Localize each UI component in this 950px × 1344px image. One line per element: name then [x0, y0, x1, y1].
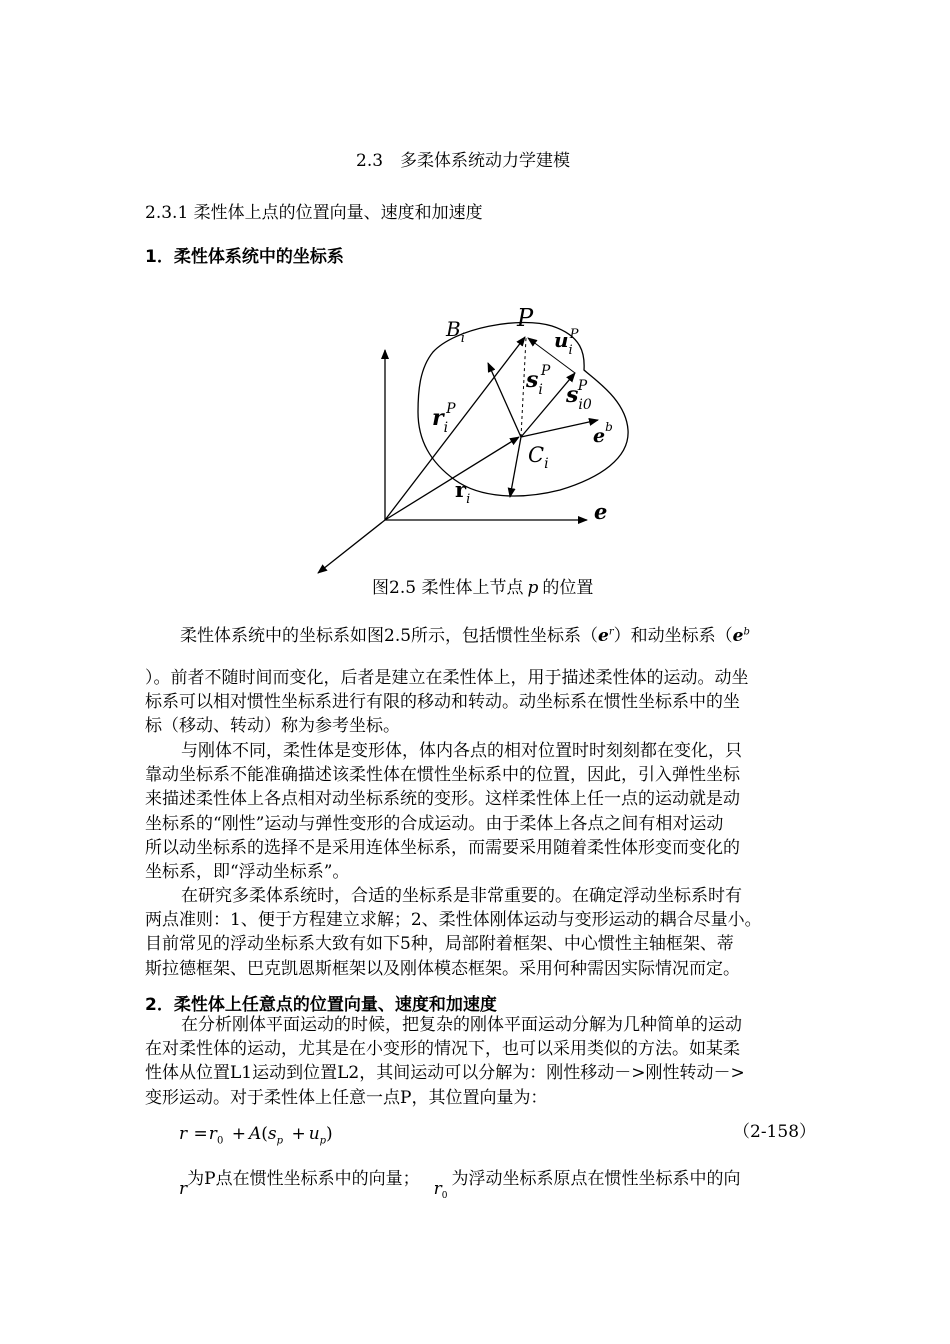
figure-caption: 图2.5 柔性体上节点 p 的位置 — [372, 578, 594, 598]
equation-number: （2-158） — [733, 1122, 817, 1142]
label-Bi: $B_i$ — [446, 317, 465, 346]
body-axis-1 — [488, 363, 521, 437]
inertial-axis-diagonal — [318, 520, 385, 573]
para1-body: ）。前者不随时间而变化，后者是建立在柔性体上，用于描述柔性体的运动。动坐 标系可以相对惯性坐标系进行有限的移动和转动。动坐标系在惯性坐标系中的坐 标（移动、转动）称为参考坐标。 — [145, 668, 749, 737]
vector-ri — [385, 437, 519, 520]
para3: 在研究多柔体系统时，合适的坐标系是非常重要的。在确定浮动坐标系时有 两点准则：1、便于方程建立求解；2、柔性体刚体运动与变形运动的耦合尽量小。 目前常见的浮动坐标系大致有如下5种，局部附着框架、中心惯性主轴框架、蒂 斯拉德框架、巴克凯恩斯框架以及刚体模态框架。采用何种需因实际情况而定。 — [145, 886, 762, 979]
heading-position-velocity: 2．柔性体上任意点的位置向量、速度和加速度 — [145, 995, 497, 1015]
label-si0P: $s_{i0}P$ — [566, 378, 592, 413]
body-axis-3 — [510, 437, 521, 497]
label-uiP: $u_iP$ — [554, 327, 579, 358]
para1-first-line: 柔性体系统中的坐标系如图2.5所示，包括惯性坐标系$(e^r)$和动坐标系（$e^b$ — [180, 626, 750, 646]
label-P: P — [517, 304, 534, 332]
para2: 与刚体不同，柔性体是变形体，体内各点的相对位置时时刻刻都在变化，只 靠动坐标系不能准确描述该柔性体在惯性坐标系中的位置，因此，引入弹性坐标 来描述柔性体上各点相对动坐标系统的变形。这样柔性体上任一点的运动就是动 坐标系的“刚性”运动与弹性变形的合成运动。由于柔体上各点之间有相对运动 所以动坐标系的选择不是采用连体坐标系，而需要采用随着柔性体形变而变化的 坐标系，即“浮动坐标系”。 — [145, 741, 742, 882]
para4: 在分析刚体平面运动的时候，把复杂的刚体平面运动分解为几种简单的运动 在对柔性体的运动，尤其是在小变形的情况下，也可以采用类似的方法。如某柔 性体从位置L1运动到位置L2，其间运动可以分解为：刚性移动－>刚性转动－> 变形运动。对于柔性体上任意一点P，其位置向量为： — [145, 1015, 745, 1108]
label-riP: $r_iP$ — [432, 401, 456, 436]
label-siP: $s_iP$ — [526, 363, 551, 398]
label-ri: $r_i$ — [455, 477, 471, 507]
last-line: r为P点在惯性坐标系中的向量； $r_0$为浮动坐标系原点在惯性坐标系中的向 — [179, 1169, 741, 1202]
section-title: 2.3 多柔体系统动力学建模 — [356, 151, 571, 171]
heading-coordinate-systems: 1．柔性体系统中的坐标系 — [145, 247, 344, 267]
figure-2-5-diagram — [300, 300, 640, 580]
label-Ci: $C_i$ — [528, 443, 549, 472]
label-eb: $e^b$ — [593, 420, 613, 447]
label-e: e — [594, 499, 608, 524]
equation-2-158: $r =r_0 + A(s_p + u_p)$ — [179, 1124, 333, 1147]
subsection-title: 2.3.1 柔性体上点的位置向量、速度和加速度 — [145, 203, 483, 223]
